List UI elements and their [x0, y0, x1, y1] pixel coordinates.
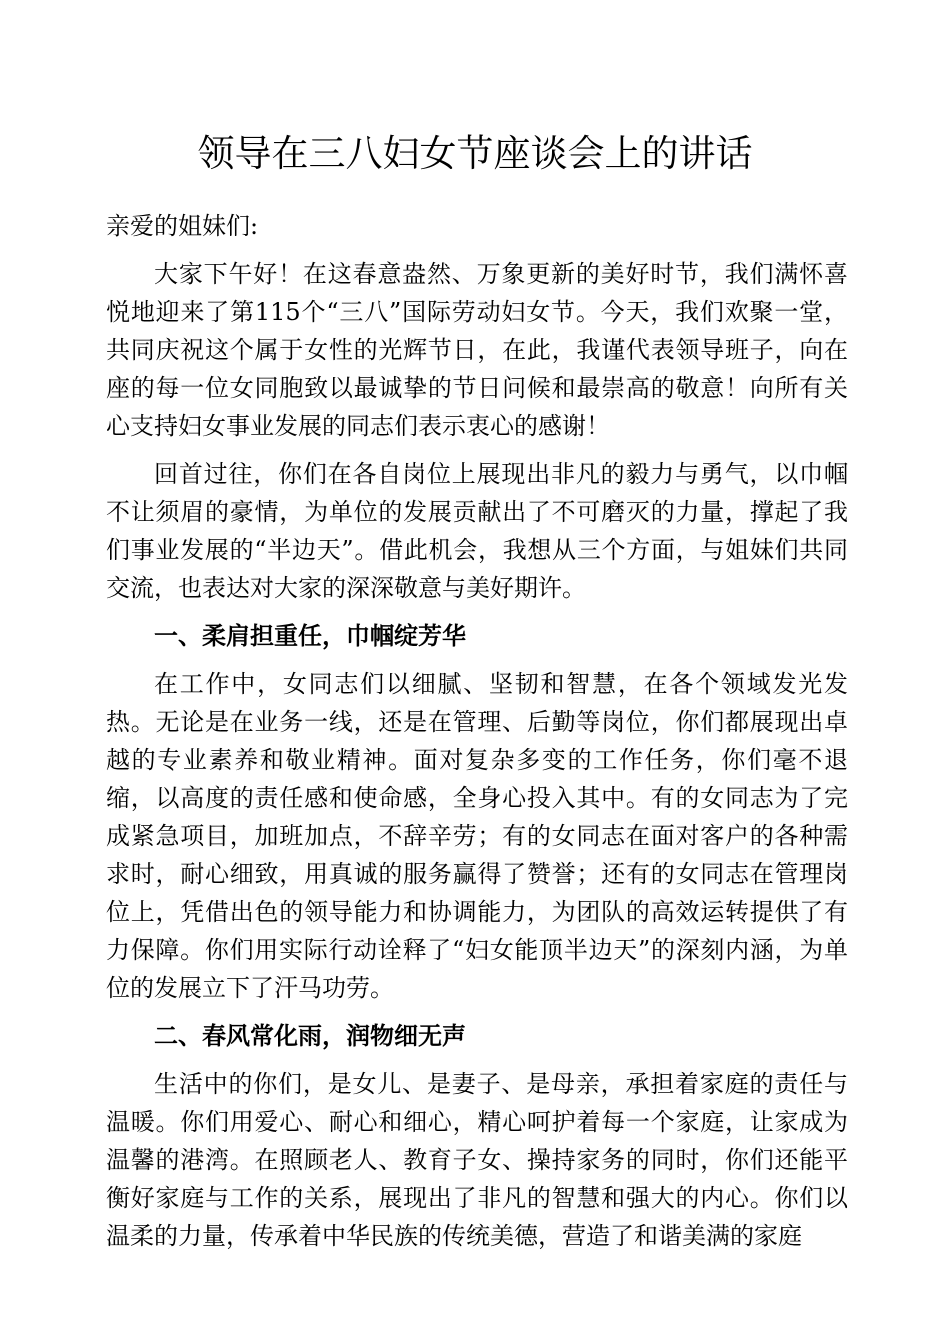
paragraph-review: 回首过往，你们在各自岗位上展现出非凡的毅力与勇气，以巾帼不让须眉的豪情，为单位的发展贡献出了不可磨灭的力量，撑起了我们事业发展的“半边天”。借此机会，我想从三个方面，与姐妹们共同交流，也表达对大家的深深敬意与美好期许。 [106, 460, 848, 602]
document-body [106, 207, 848, 1265]
section-heading-1: 一、柔肩担重任，巾帼绽芳华 [154, 621, 466, 650]
document-title: 领导在三八妇女节座谈会上的讲话 [197, 132, 753, 175]
section-heading-2: 二、春风常化雨，润物细无声 [154, 1021, 466, 1050]
section-paragraph-1: 在工作中，女同志们以细腻、坚韧和智慧，在各个领域发光发热。无论是在业务一线，还是在管理、后勤等岗位，你们都展现出卓越的专业素养和敬业精神。面对复杂多变的工作任务，你们毫不退缩，以高度的责任感和使命感，全身心投入其中。有的女同志为了完成紧急项目，加班加点，不辞辛劳；有的女同志在面对客户的各种需求时，耐心细致，用真诚的服务赢得了赞誉；还有的女同志在管理岗位上，凭借出色的领导能力和协调能力，为团队的高效运转提供了有力保障。你们用实际行动诠释了“妇女能顶半边天”的深刻内涵，为单位的发展立下了汗马功劳。 [106, 670, 848, 1002]
salutation: 亲爱的姐妹们: [106, 212, 259, 240]
paragraph-greeting: 大家下午好！在这春意盎然、万象更新的美好时节，我们满怀喜悦地迎来了第115个“三八”国际劳动妇女节。今天，我们欢聚一堂，共同庆祝这个属于女性的光辉节日，在此，我谨代表领导班子，向在座的每一位女同胞致以最诚挚的节日问候和最崇高的敬意！向所有关心支持妇女事业发展的同志们表示衷心的感谢！ [106, 260, 848, 440]
section-paragraph-2: 生活中的你们，是女儿、是妻子、是母亲，承担着家庭的责任与温暖。你们用爱心、耐心和细心，精心呵护着每一个家庭，让家成为温馨的港湾。在照顾老人、教育子女、操持家务的同时，你们还能平衡好家庭与工作的关系，展现出了非凡的智慧和强大的内心。你们以温柔的力量，传承着中华民族的传统美德，营造了和谐美满的家庭 [106, 1070, 848, 1250]
